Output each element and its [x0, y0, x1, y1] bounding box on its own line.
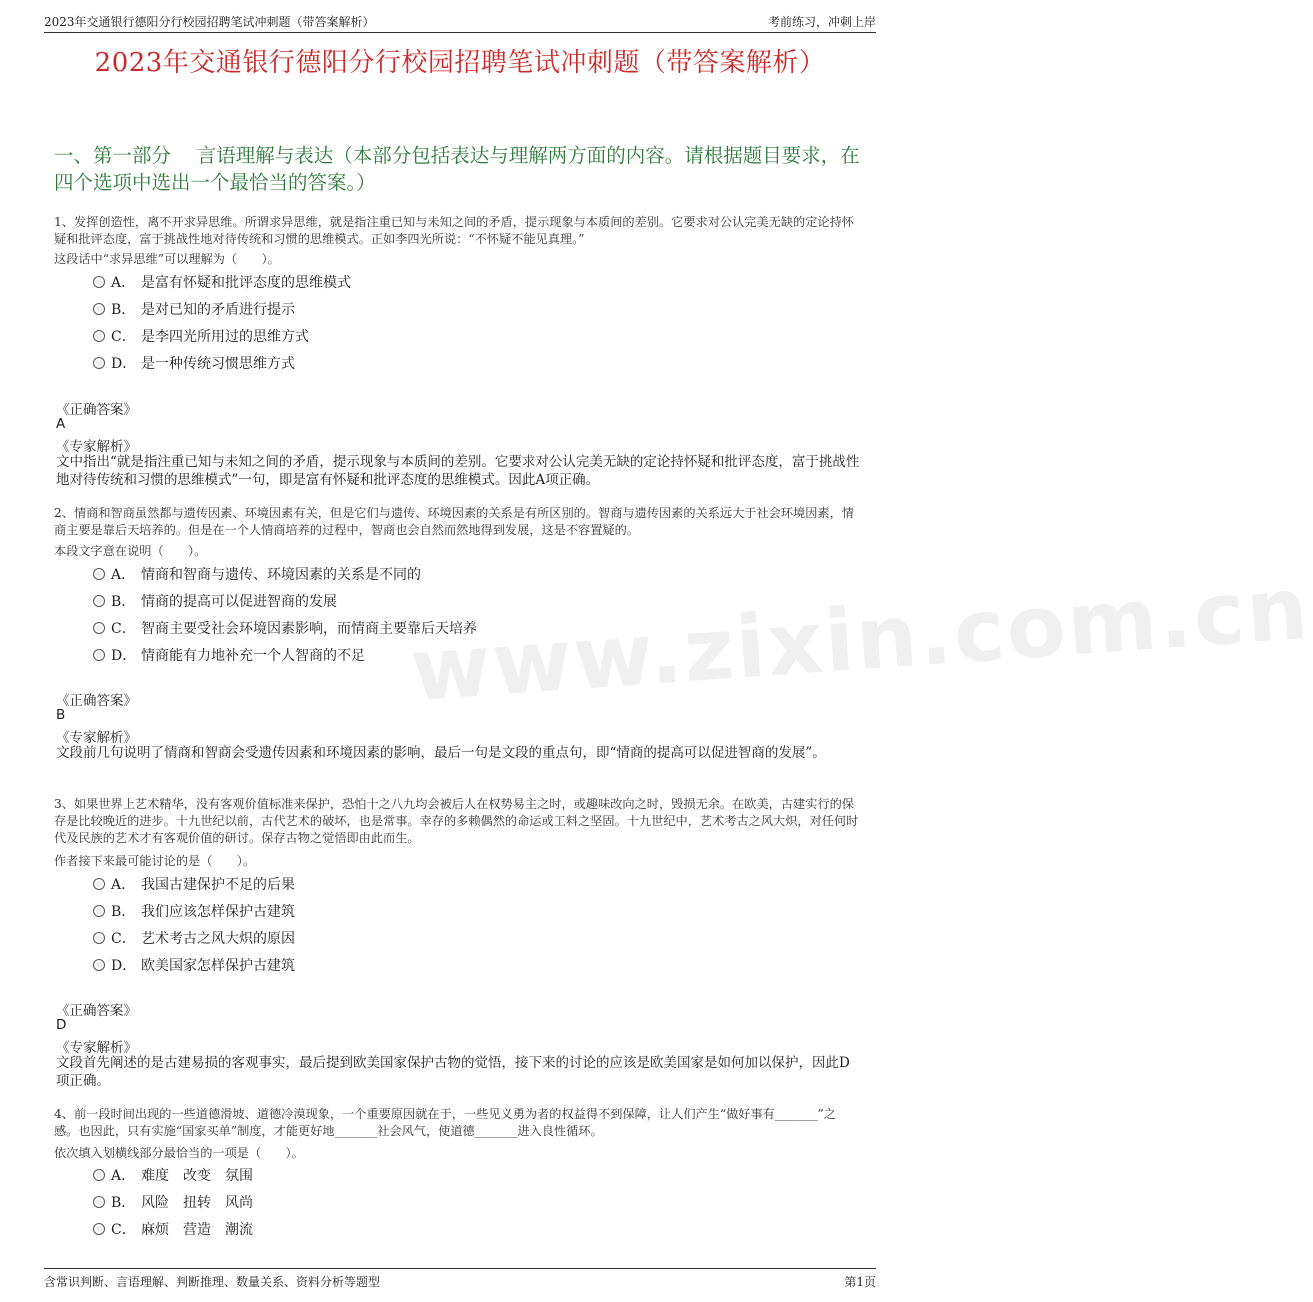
option-text: 是对已知的矛盾进行提示 — [141, 302, 295, 318]
radio-button[interactable] — [93, 1196, 105, 1208]
radio-button[interactable] — [93, 959, 105, 971]
option-b[interactable]: B． 情商的提高可以促进智商的发展 — [93, 592, 337, 612]
analysis-label: 《专家解析》 — [56, 1040, 137, 1056]
option-text: 情商能有力地补充一个人智商的不足 — [141, 648, 365, 664]
analysis-label: 《专家解析》 — [56, 439, 137, 455]
option-a[interactable]: A． 是富有怀疑和批评态度的思维模式 — [93, 273, 351, 293]
question-ask: 本段文字意在说明（ ）。 — [54, 544, 207, 558]
radio-button[interactable] — [93, 1169, 105, 1181]
question-ask: 依次填入划横线部分最恰当的一项是（ ）。 — [54, 1146, 304, 1160]
radio-button[interactable] — [93, 878, 105, 890]
option-text: 是富有怀疑和批评态度的思维模式 — [141, 275, 351, 291]
page-title: 2023年交通银行德阳分行校园招聘笔试冲刺题（带答案解析） — [94, 48, 826, 78]
radio-button[interactable] — [93, 1223, 105, 1235]
analysis-text: 文段前几句说明了情商和智商会受遗传因素和环境因素的影响，最后一句是文段的重点句，即“情商的提高可以促进智商的发展”。 — [56, 745, 826, 761]
answer-value: A — [56, 416, 66, 432]
radio-button[interactable] — [93, 568, 105, 580]
option-d[interactable]: D． 欧美国家怎样保护古建筑 — [93, 956, 295, 976]
watermark: www.zixin.com.cn — [407, 558, 1313, 722]
option-b[interactable]: B． 我们应该怎样保护古建筑 — [93, 902, 295, 922]
header-doc-title: 2023年交通银行德阳分行校园招聘笔试冲刺题（带答案解析） — [44, 15, 375, 29]
option-c[interactable]: C． 智商主要受社会环境因素影响，而情商主要靠后天培养 — [93, 619, 477, 639]
option-text: 智商主要受社会环境因素影响，而情商主要靠后天培养 — [141, 621, 477, 637]
option-text: 情商和智商与遗传、环境因素的关系是不同的 — [141, 567, 421, 583]
option-text: 麻烦 营造 潮流 — [141, 1222, 253, 1238]
page-header — [44, 10, 876, 33]
option-a[interactable]: A． 难度 改变 氛围 — [93, 1166, 253, 1186]
option-d[interactable]: D． 是一种传统习惯思维方式 — [93, 354, 295, 374]
radio-button[interactable] — [93, 303, 105, 315]
question-ask: 作者接下来最可能讨论的是（ ）。 — [54, 854, 256, 868]
question-stem: 1、发挥创造性，离不开求异思维。所谓求异思维，就是指注重已知与未知之间的矛盾，提示现象与本质间的差别。它要求对公认完美无缺的定论持怀疑和批评态度，富于挑战性地对待传统和习惯的思维模式。正如李四光所说：“不怀疑不能见真理。” — [54, 215, 854, 246]
option-d[interactable]: D． 情商能有力地补充一个人智商的不足 — [93, 646, 365, 666]
answer-label: 《正确答案》 — [56, 693, 137, 709]
radio-button[interactable] — [93, 905, 105, 917]
radio-button[interactable] — [93, 330, 105, 342]
footer-question-types: 含常识判断、言语理解、判断推理、数量关系、资料分析等题型 — [44, 1275, 381, 1289]
answer-label: 《正确答案》 — [56, 1003, 137, 1019]
analysis-label: 《专家解析》 — [56, 730, 137, 746]
radio-button[interactable] — [93, 595, 105, 607]
radio-button[interactable] — [93, 357, 105, 369]
option-c[interactable]: C． 是李四光所用过的思维方式 — [93, 327, 309, 347]
question-ask: 这段话中“求异思维”可以理解为（ ）。 — [54, 252, 280, 266]
option-text: 难度 改变 氛围 — [141, 1168, 253, 1184]
option-b[interactable]: B． 风险 扭转 风尚 — [93, 1193, 253, 1213]
option-text: 是李四光所用过的思维方式 — [141, 329, 309, 345]
page-number: 第1页 — [844, 1275, 876, 1289]
option-b[interactable]: B． 是对已知的矛盾进行提示 — [93, 300, 295, 320]
option-text: 风险 扭转 风尚 — [141, 1195, 253, 1211]
option-c[interactable]: C． 麻烦 营造 潮流 — [93, 1220, 253, 1240]
radio-button[interactable] — [93, 649, 105, 661]
option-text: 我国古建保护不足的后果 — [141, 877, 295, 893]
page-footer — [44, 1268, 876, 1291]
option-a[interactable]: A． 情商和智商与遗传、环境因素的关系是不同的 — [93, 565, 421, 585]
option-text: 艺术考古之风大炽的原因 — [141, 931, 295, 947]
option-c[interactable]: C． 艺术考古之风大炽的原因 — [93, 929, 295, 949]
answer-label: 《正确答案》 — [56, 402, 137, 418]
section-heading: 一、第一部分 言语理解与表达（本部分包括表达与理解两方面的内容。请根据题目要求，在四个选项中选出一个最恰当的答案。） — [54, 144, 860, 194]
radio-button[interactable] — [93, 622, 105, 634]
analysis-text: 文段首先阐述的是古建易损的客观事实，最后提到欧美国家保护古物的觉悟，接下来的讨论的应该是欧美国家是如何加以保护，因此D项正确。 — [56, 1055, 850, 1089]
option-text: 我们应该怎样保护古建筑 — [141, 904, 295, 920]
radio-button[interactable] — [93, 932, 105, 944]
question-stem: 2、情商和智商虽然都与遗传因素、环境因素有关，但是它们与遗传、环境因素的关系是有所区别的。智商与遗传因素的关系远大于社会环境因素，情商主要是靠后天培养的。但是在一个人情商培养的过程中，智商也会自然而然地得到发展，这是不容置疑的。 — [54, 506, 854, 537]
answer-value: B — [56, 707, 66, 723]
analysis-text: 文中指出“就是指注重已知与未知之间的矛盾，提示现象与本质间的差别。它要求对公认完美无缺的定论持怀疑和批评态度，富于挑战性地对待传统和习惯的思维模式”一句，即是富有怀疑和批评态度的思维模式。因此A项正确。 — [56, 454, 860, 488]
radio-button[interactable] — [93, 276, 105, 288]
option-text: 欧美国家怎样保护古建筑 — [141, 958, 295, 974]
question-stem: 3、如果世界上艺术精华，没有客观价值标准来保护，恐怕十之八九均会被后人在权势易主之时，或趣味改向之时，毁损无余。在欧美，古建实行的保存是比较晚近的进步。十九世纪以前，古代艺术的破坏，也是常事。幸存的多赖偶然的命运或工料之坚固。十九世纪中，艺术考古之风大炽，对任何时代及民族的艺术才有客观价值的研讨。保存古物之觉悟即由此而生。 — [54, 797, 859, 845]
option-text: 情商的提高可以促进智商的发展 — [141, 594, 337, 610]
answer-value: D — [56, 1017, 67, 1033]
option-a[interactable]: A． 我国古建保护不足的后果 — [93, 875, 295, 895]
question-stem: 4、前一段时间出现的一些道德滑坡、道德冷漠现象，一个重要原因就在于，一些见义勇为者的权益得不到保障，让人们产生“做好事有_______”之感。也因此，只有实施“国家买单”制度，才能更好地_______社会风气，使道德_______进入良性循环。 — [54, 1107, 836, 1138]
header-slogan: 考前练习，冲刺上岸 — [767, 15, 876, 29]
option-text: 是一种传统习惯思维方式 — [141, 356, 295, 372]
